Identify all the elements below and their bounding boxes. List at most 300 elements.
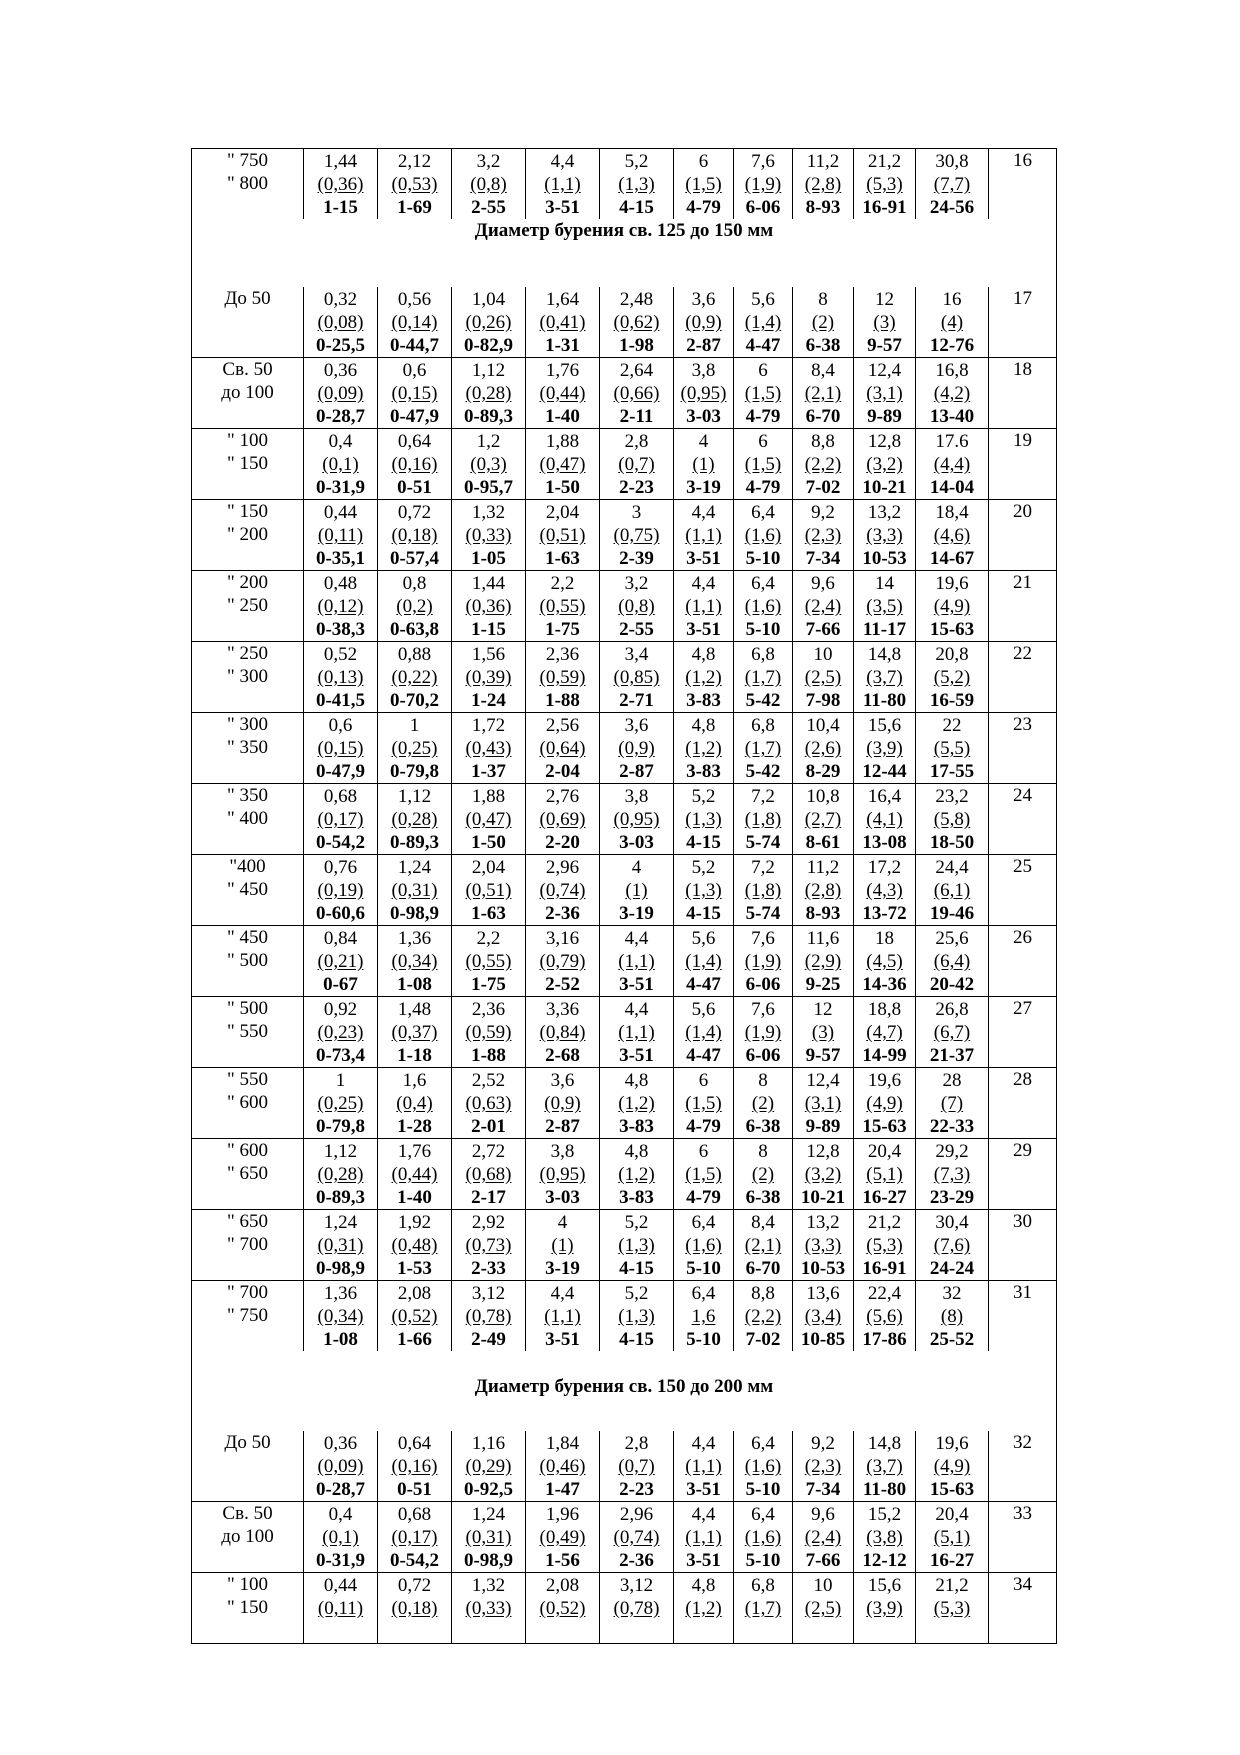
value-cell — [674, 926, 734, 997]
value-price: 3-83 — [619, 1187, 654, 1208]
value-price: 1-37 — [471, 761, 506, 782]
value-main: 8 — [758, 1070, 768, 1091]
value-alt: (0,36) — [317, 174, 364, 195]
value-alt: (0,64) — [539, 738, 586, 759]
value-alt: (4,3) — [866, 880, 903, 901]
value-cell — [378, 1139, 452, 1210]
value-cell — [600, 1573, 674, 1644]
section-heading: Диаметр бурения св. 150 до 200 мм — [192, 1351, 1057, 1431]
value-alt: (0,09) — [317, 383, 364, 404]
value-main: 6 — [758, 431, 768, 452]
value-main: 20,4 — [935, 1504, 969, 1525]
value-price: 8-93 — [805, 197, 841, 218]
value-cell — [854, 1431, 916, 1502]
value-alt: (0,1) — [322, 454, 359, 475]
value-main: 1 — [409, 715, 420, 736]
range-label: " 100 — [226, 1574, 268, 1595]
value-price: 13-40 — [929, 406, 975, 427]
value-cell — [304, 149, 378, 220]
value-price: 7-02 — [745, 1329, 781, 1350]
value-price: 4-79 — [745, 406, 781, 427]
table-row — [192, 1210, 1057, 1281]
range-label: " 350 — [226, 785, 268, 806]
value-main: 3,8 — [550, 1141, 575, 1162]
value-price: 11-80 — [862, 690, 907, 711]
value-alt: (5,3) — [866, 174, 903, 195]
value-alt: (0,31) — [465, 1527, 512, 1548]
value-alt: (0,59) — [465, 1022, 512, 1043]
value-main: 2,8 — [624, 431, 649, 452]
value-cell — [378, 1068, 452, 1139]
value-cell — [378, 855, 452, 926]
value-cell — [378, 784, 452, 855]
value-price: 0-89,3 — [389, 832, 440, 853]
value-alt: (3,9) — [866, 738, 903, 759]
value-price: 10-53 — [800, 1258, 846, 1279]
value-alt: (3,4) — [804, 1306, 842, 1327]
table-row — [192, 149, 1057, 220]
value-cell — [916, 1068, 989, 1139]
value-main: 18,8 — [867, 999, 902, 1020]
value-price: 2-11 — [619, 406, 654, 427]
value-main: 1,44 — [471, 573, 506, 594]
value-alt: (0,48) — [391, 1235, 438, 1256]
value-main: 14,8 — [867, 644, 902, 665]
value-price — [734, 1620, 792, 1643]
value-main: 30,4 — [935, 1212, 969, 1233]
value-cell — [916, 287, 989, 358]
value-cell — [916, 997, 989, 1068]
value-price: 2-55 — [471, 197, 506, 218]
table-row — [192, 1502, 1057, 1573]
value-cell — [854, 1502, 916, 1573]
value-main: 7,2 — [751, 786, 775, 807]
value-alt: (0,23) — [317, 1022, 364, 1043]
value-cell — [734, 571, 793, 642]
value-price: 24-56 — [929, 197, 975, 218]
row-number: 16 — [989, 149, 1057, 220]
value-main: 6,4 — [691, 1283, 716, 1304]
value-main: 0,4 — [328, 431, 353, 452]
table-row — [192, 1068, 1057, 1139]
value-price: 1-08 — [323, 1329, 358, 1350]
value-alt: (3,1) — [804, 1093, 842, 1114]
value-cell — [378, 1210, 452, 1281]
value-cell — [526, 1210, 600, 1281]
value-price: 1-40 — [545, 406, 580, 427]
value-main: 1,96 — [545, 1504, 580, 1525]
range-label: до 100 — [221, 382, 274, 403]
value-main: 5,2 — [624, 1212, 649, 1233]
value-cell — [452, 1573, 526, 1644]
value-alt: (0,08) — [317, 312, 364, 333]
value-price — [916, 1620, 988, 1643]
range-cell — [192, 571, 304, 642]
value-cell — [793, 1210, 854, 1281]
range-label: " 500 — [226, 998, 268, 1019]
value-price: 1-47 — [545, 1479, 580, 1500]
value-cell — [600, 713, 674, 784]
range-cell — [192, 1573, 304, 1644]
value-cell — [526, 287, 600, 358]
value-main: 0,68 — [323, 786, 358, 807]
value-alt: (0,15) — [317, 738, 364, 759]
value-alt: (0,95) — [539, 1164, 586, 1185]
value-cell — [674, 997, 734, 1068]
value-cell — [452, 149, 526, 220]
value-price: 1-24 — [471, 690, 506, 711]
value-alt: (4,4) — [933, 454, 971, 475]
value-main: 3,12 — [471, 1283, 506, 1304]
value-alt: (0,68) — [465, 1164, 512, 1185]
value-price: 2-04 — [545, 761, 580, 782]
value-main: 1,88 — [545, 431, 580, 452]
value-alt: (5,2) — [933, 667, 971, 688]
value-alt: (0,43) — [465, 738, 512, 759]
value-cell — [600, 1431, 674, 1502]
value-price: 0-60,6 — [315, 903, 366, 924]
value-cell — [793, 784, 854, 855]
value-main: 4 — [631, 857, 642, 878]
value-price: 1-28 — [397, 1116, 432, 1137]
value-price: 0-95,7 — [463, 477, 514, 498]
value-price: 3-03 — [619, 832, 654, 853]
value-main: 19,6 — [867, 1070, 902, 1091]
value-cell — [734, 784, 793, 855]
value-main: 8 — [758, 1141, 768, 1162]
value-price: 2-55 — [619, 619, 654, 640]
value-alt: (1,1) — [685, 1527, 722, 1548]
section-heading: Диаметр бурения св. 125 до 150 мм — [192, 219, 1057, 287]
value-price: 2-36 — [619, 1550, 654, 1571]
value-main: 1,12 — [397, 786, 432, 807]
value-alt: (1,5) — [685, 1093, 722, 1114]
value-price: 1-66 — [397, 1329, 432, 1350]
value-alt: (0,53) — [391, 174, 438, 195]
value-price: 6-38 — [805, 335, 841, 356]
value-main: 21,2 — [867, 1212, 902, 1233]
value-price: 3-51 — [619, 974, 654, 995]
value-price: 21-37 — [929, 1045, 975, 1066]
value-alt: (0,49) — [539, 1527, 586, 1548]
value-alt: (6,7) — [933, 1022, 971, 1043]
value-price: 2-20 — [545, 832, 580, 853]
value-price — [452, 1620, 525, 1643]
value-main: 2,48 — [619, 289, 654, 310]
value-price: 2-33 — [471, 1258, 506, 1279]
value-price: 0-31,9 — [315, 477, 366, 498]
value-main: 4,4 — [691, 502, 716, 523]
value-main: 3,12 — [619, 1575, 654, 1596]
value-main: 22,4 — [867, 1283, 902, 1304]
value-main: 14,8 — [867, 1433, 902, 1454]
value-alt: (0,2) — [396, 596, 433, 617]
value-cell — [916, 429, 989, 500]
value-alt: (0,25) — [391, 738, 438, 759]
range-cell — [192, 358, 304, 429]
value-price: 11-80 — [862, 1479, 907, 1500]
value-main: 6,8 — [751, 715, 775, 736]
value-cell — [526, 500, 600, 571]
value-cell — [734, 1431, 793, 1502]
value-main: 13,2 — [867, 502, 902, 523]
value-main: 1,76 — [397, 1141, 432, 1162]
value-alt: (1,5) — [685, 174, 722, 195]
value-price: 6-70 — [805, 406, 841, 427]
value-price: 1-63 — [545, 548, 580, 569]
table-row — [192, 429, 1057, 500]
table-row — [192, 1139, 1057, 1210]
value-price: 12-44 — [862, 761, 907, 782]
value-main: 5,6 — [751, 289, 775, 310]
value-price: 13-72 — [862, 903, 907, 924]
value-alt: (2,3) — [804, 525, 842, 546]
table-row — [192, 926, 1057, 997]
value-alt: (5,8) — [933, 809, 971, 830]
value-alt: (0,28) — [391, 809, 438, 830]
value-cell — [916, 642, 989, 713]
value-main: 4 — [698, 431, 709, 452]
value-alt: (0,95) — [680, 383, 727, 404]
value-cell — [304, 358, 378, 429]
value-main: 6,4 — [751, 1504, 775, 1525]
value-price: 2-17 — [471, 1187, 506, 1208]
value-alt: (0,14) — [391, 312, 438, 333]
value-cell — [854, 713, 916, 784]
value-cell — [674, 1502, 734, 1573]
value-alt: (1,5) — [744, 454, 782, 475]
value-cell — [793, 287, 854, 358]
value-cell — [916, 1431, 989, 1502]
value-main: 23,2 — [935, 786, 969, 807]
value-price: 4-47 — [745, 335, 781, 356]
value-main: 1 — [335, 1070, 346, 1091]
value-main: 5,6 — [691, 928, 716, 949]
value-cell — [734, 1502, 793, 1573]
value-cell — [854, 1139, 916, 1210]
value-cell — [734, 1139, 793, 1210]
value-main: 5,2 — [624, 151, 649, 172]
value-price: 0-54,2 — [315, 832, 366, 853]
value-main: 2,72 — [471, 1141, 506, 1162]
value-price: 14-04 — [929, 477, 975, 498]
value-cell — [600, 997, 674, 1068]
value-alt: (0,18) — [391, 525, 438, 546]
value-cell — [526, 926, 600, 997]
value-cell — [674, 784, 734, 855]
value-price: 11-17 — [862, 619, 907, 640]
value-alt: (3,3) — [866, 525, 903, 546]
range-label: " 400 — [226, 808, 268, 829]
value-main: 1,48 — [397, 999, 432, 1020]
value-price: 2-01 — [471, 1116, 506, 1137]
value-alt: (0,9) — [685, 312, 722, 333]
value-price: 2-68 — [545, 1045, 580, 1066]
value-price: 16-27 — [929, 1550, 975, 1571]
value-alt: (1,6) — [744, 525, 782, 546]
value-alt: (0,95) — [613, 809, 660, 830]
value-price: 25-52 — [929, 1329, 975, 1350]
value-cell — [378, 713, 452, 784]
value-alt: (0,52) — [539, 1598, 586, 1619]
value-main: 1,6 — [402, 1070, 427, 1091]
value-price — [304, 1620, 377, 1643]
value-cell — [378, 1431, 452, 1502]
value-main: 20,4 — [867, 1141, 902, 1162]
table-row — [192, 1281, 1057, 1352]
value-main: 6 — [698, 1141, 709, 1162]
value-alt: (3,1) — [866, 383, 903, 404]
value-main: 15,6 — [867, 1575, 902, 1596]
value-alt: (0,9) — [544, 1093, 581, 1114]
value-main: 4,8 — [691, 1575, 716, 1596]
value-alt: (0,7) — [618, 1456, 655, 1477]
value-alt: (2,9) — [804, 951, 842, 972]
range-label: " 150 — [226, 501, 268, 522]
value-cell — [854, 358, 916, 429]
value-price: 3-83 — [619, 1116, 654, 1137]
value-main: 9,6 — [811, 573, 835, 594]
value-main: 7,6 — [751, 928, 775, 949]
table-row — [192, 855, 1057, 926]
value-cell — [674, 571, 734, 642]
value-alt: (1,9) — [744, 174, 782, 195]
value-cell — [916, 926, 989, 997]
value-cell — [734, 1068, 793, 1139]
value-alt: (5,1) — [866, 1164, 903, 1185]
rates-table-body — [192, 149, 1057, 1644]
value-price: 19-46 — [929, 903, 975, 924]
value-price: 5-74 — [745, 832, 781, 853]
value-price: 4-79 — [745, 477, 781, 498]
section-heading-row — [192, 219, 1057, 287]
value-cell — [916, 713, 989, 784]
value-cell — [452, 926, 526, 997]
value-cell — [526, 1431, 600, 1502]
value-cell — [854, 855, 916, 926]
value-alt: (1,3) — [685, 809, 722, 830]
value-price: 2-87 — [545, 1116, 580, 1137]
value-cell — [452, 642, 526, 713]
value-main: 3 — [631, 502, 642, 523]
value-cell — [378, 1281, 452, 1352]
value-alt: (3) — [873, 312, 896, 333]
value-price: 3-19 — [619, 903, 654, 924]
range-label: " 600 — [226, 1140, 268, 1161]
range-label: " 550 — [226, 1069, 268, 1090]
value-alt: (3,2) — [866, 454, 903, 475]
row-number: 21 — [989, 571, 1057, 642]
value-cell — [793, 429, 854, 500]
value-price: 8-61 — [805, 832, 841, 853]
value-alt: (0,3) — [470, 454, 507, 475]
value-main: 11,2 — [806, 151, 840, 172]
table-row — [192, 1431, 1057, 1502]
value-alt: (0,66) — [613, 383, 660, 404]
value-cell — [452, 358, 526, 429]
value-alt: (1) — [692, 454, 715, 475]
value-main: 6,4 — [751, 502, 775, 523]
value-cell — [452, 784, 526, 855]
range-label: " 750 — [226, 1305, 268, 1326]
value-cell — [304, 1139, 378, 1210]
value-alt: (0,55) — [465, 951, 512, 972]
value-cell — [674, 500, 734, 571]
value-cell — [378, 642, 452, 713]
value-main: 3,2 — [624, 573, 649, 594]
value-alt: (1,6) — [744, 596, 782, 617]
range-label: " 550 — [226, 1021, 268, 1042]
row-number: 34 — [989, 1573, 1057, 1644]
range-label: " 750 — [226, 150, 268, 171]
value-main: 10,4 — [806, 715, 840, 736]
value-alt: (2,3) — [804, 1456, 842, 1477]
value-alt: (1,8) — [744, 880, 782, 901]
value-main: 1,24 — [471, 1504, 506, 1525]
value-cell — [916, 571, 989, 642]
value-main: 17.6 — [935, 431, 969, 452]
value-price: 3-51 — [686, 1550, 721, 1571]
value-alt: (0,26) — [465, 312, 512, 333]
value-price: 6-06 — [745, 974, 781, 995]
table-row — [192, 1573, 1057, 1644]
value-main: 2,76 — [545, 786, 580, 807]
value-price: 1-40 — [397, 1187, 432, 1208]
value-main: 0,44 — [323, 1575, 358, 1596]
value-price: 1-08 — [397, 974, 432, 995]
value-main: 14 — [875, 573, 894, 594]
value-main: 12,8 — [867, 431, 902, 452]
value-alt: (5,3) — [866, 1235, 903, 1256]
value-cell — [793, 1573, 854, 1644]
value-main: 0,64 — [397, 431, 432, 452]
value-price: 24-24 — [929, 1258, 975, 1279]
value-main: 18 — [875, 928, 894, 949]
value-main: 0,6 — [328, 715, 353, 736]
range-label: " 450 — [226, 927, 268, 948]
range-cell — [192, 1431, 304, 1502]
value-alt: (0,28) — [465, 383, 512, 404]
value-price: 12-76 — [929, 335, 975, 356]
range-cell — [192, 287, 304, 358]
value-alt: (0,17) — [391, 1527, 438, 1548]
value-alt: (1,6) — [744, 1527, 782, 1548]
value-main: 1,92 — [397, 1212, 432, 1233]
value-cell — [452, 855, 526, 926]
value-price: 9-57 — [867, 335, 902, 356]
value-alt: (0,28) — [317, 1164, 364, 1185]
value-alt: (0,13) — [317, 667, 364, 688]
value-cell — [734, 642, 793, 713]
value-main: 1,04 — [471, 289, 506, 310]
value-cell — [854, 1281, 916, 1352]
row-number: 22 — [989, 642, 1057, 713]
value-alt: (1,8) — [744, 809, 782, 830]
value-alt: (1,3) — [618, 1306, 655, 1327]
value-alt: (0,44) — [539, 383, 586, 404]
value-price: 2-36 — [545, 903, 580, 924]
value-cell — [793, 1281, 854, 1352]
value-alt: (0,74) — [539, 880, 586, 901]
value-cell — [378, 500, 452, 571]
value-main: 1,2 — [476, 431, 501, 452]
value-alt: (7,6) — [933, 1235, 971, 1256]
value-price: 1-88 — [471, 1045, 506, 1066]
value-price: 0-35,1 — [315, 548, 366, 569]
value-main: 4,4 — [691, 1504, 716, 1525]
value-price: 4-47 — [686, 974, 721, 995]
value-main: 20,8 — [935, 644, 969, 665]
